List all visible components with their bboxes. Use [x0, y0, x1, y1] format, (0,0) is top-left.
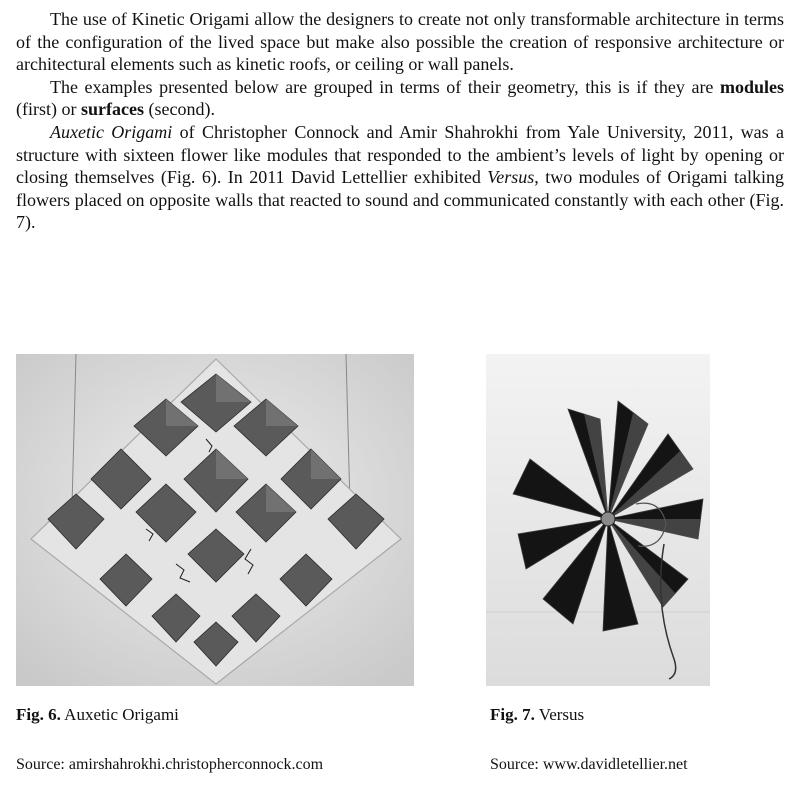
paragraph-2-text-c: (first) or [16, 99, 81, 120]
figure-6-label: Fig. 6. [16, 705, 61, 724]
paragraph-2 [16, 76, 784, 121]
paragraph-1-text: The use of Kinetic Origami allow the designers to create not only transformable architecture in terms of the configuration of the lived space but make also possible the creation of responsive architecture or architectural elements such as kinetic roofs, or ceiling or wall panels. [16, 9, 784, 75]
figure-7-caption [490, 705, 584, 725]
body-text [16, 8, 784, 234]
figure-6-source: Source: amirshahrokhi.christopherconnock.com [16, 756, 324, 773]
figure-7-source: Source: www.davidletellier.net [490, 756, 688, 773]
paragraph-2-text-e: (second). [143, 99, 215, 120]
figure-6-caption [16, 705, 179, 725]
versus-flower-illustration [486, 354, 710, 686]
figure-6-caption-text: Auxetic Origami [60, 705, 179, 724]
paragraph-1 [16, 8, 784, 76]
paragraph-3-text-b: of Christopher Connock and Amir Shahrokhi from Yale University, 2011, was a structure with sixteen flower like modules that responded to the ambient’s levels of light by opening or closing themselves (Fig. 6). In 2011 David Lettellier exhibited [16, 121, 784, 188]
term-surfaces: surfaces [80, 99, 144, 120]
paragraph-3-text-d: , two modules of Origami talking flowers placed on opposite walls that reacted to sound and communicated constantly with each other (Fig. 7). [16, 167, 784, 233]
figure-7-label: Fig. 7. [490, 705, 535, 724]
figure-7-photo [486, 354, 710, 686]
term-modules: modules [719, 76, 784, 97]
work-title-auxetic-origami: Auxetic Origami [50, 121, 173, 142]
work-title-versus: Versus [487, 167, 535, 188]
figure-7-caption-text: Versus [534, 705, 585, 724]
figure-6-photo [16, 354, 414, 686]
paragraph-3 [16, 121, 784, 234]
auxetic-origami-illustration [16, 354, 414, 686]
paragraph-2-text-a: The examples presented below are grouped in terms of their geometry, this is if they are [50, 76, 720, 97]
